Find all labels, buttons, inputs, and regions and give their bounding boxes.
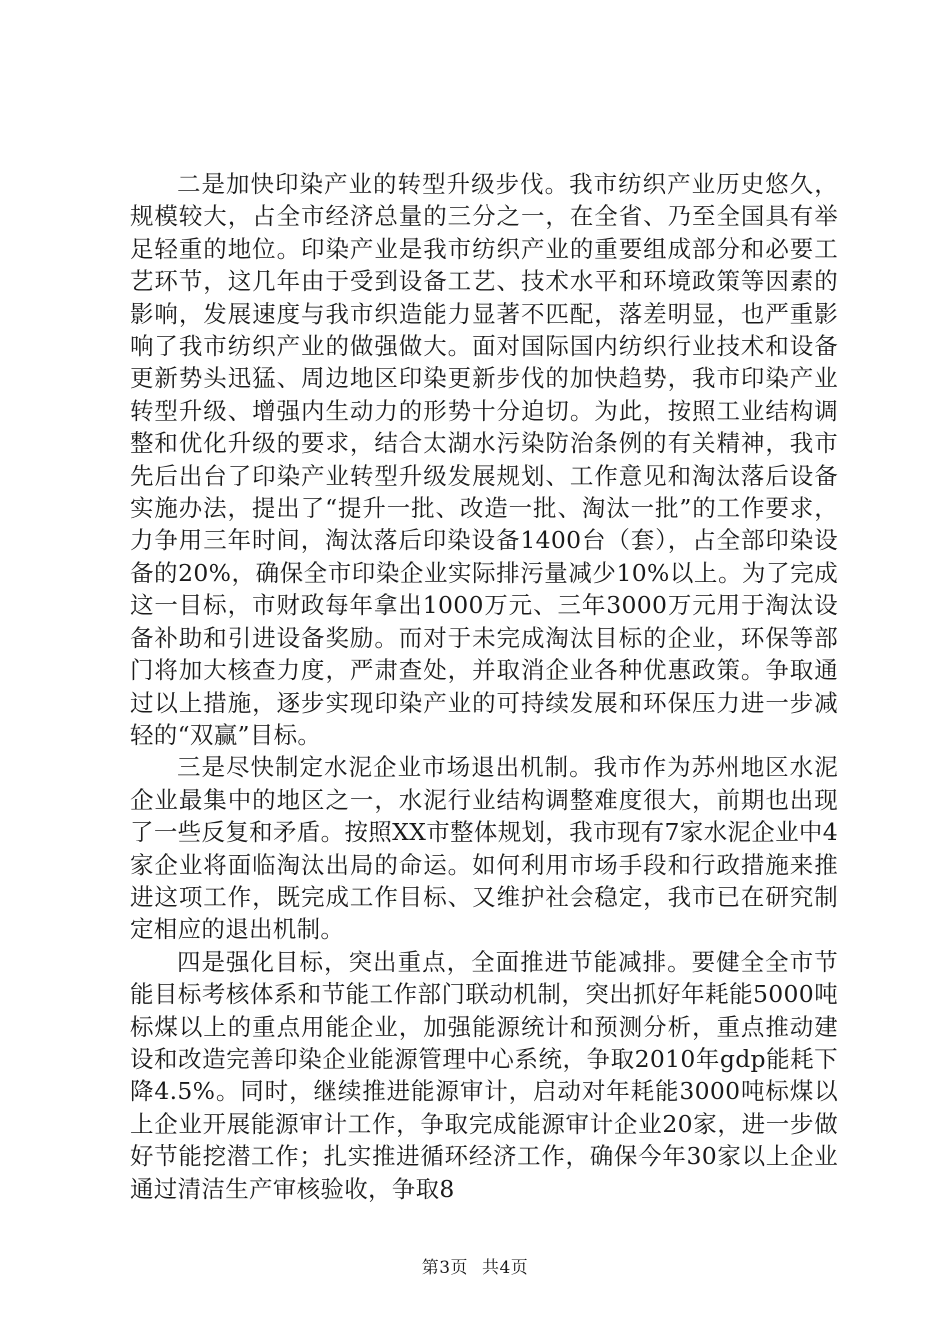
- document-body: [130, 168, 838, 1205]
- paragraph-cement-exit: 三是尽快制定水泥企业市场退出机制。我市作为苏州地区水泥企业最集中的地区之一，水泥行业结构调整难度很大，前期也出现了一些反复和矛盾。按照XX市整体规划，我市现有7家水泥企业中4家企业将面临淘汰出局的命运。如何利用市场手段和行政措施来推进这项工作，既完成工作目标、又维护社会稳定，我市已在研究制定相应的退出机制。: [130, 753, 838, 944]
- paragraph-textile-dyeing: 二是加快印染产业的转型升级步伐。我市纺织产业历史悠久，规模较大，占全市经济总量的三分之一，在全省、乃至全国具有举足轻重的地位。印染产业是我市纺织产业的重要组成部分和必要工艺环节，这几年由于受到设备工艺、技术水平和环境政策等因素的影响，发展速度与我市织造能力显著不匹配，落差明显，也严重影响了我市纺织产业的做强做大。面对国际国内纺织行业技术和设备更新势头迅猛、周边地区印染更新步伐的加快趋势，我市印染产业转型升级、增强内生动力的形势十分迫切。为此，按照工业结构调整和优化升级的要求，结合太湖水污染防治条例的有关精神，我市先后出台了印染产业转型升级发展规划、工作意见和淘汰落后设备实施办法，提出了“提升一批、改造一批、淘汰一批”的工作要求，力争用三年时间，淘汰落后印染设备1400台（套），占全部印染设备的20%，确保全市印染企业实际排污量减少10%以上。为了完成这一目标，市财政每年拿出1000万元、三年3000万元用于淘汰设备补助和引进设备奖励。而对于未完成淘汰目标的企业，环保等部门将加大核查力度，严肃查处，并取消企业各种优惠政策。争取通过以上措施，逐步实现印染产业的可持续发展和环保压力进一步减轻的“双赢”目标。: [130, 170, 838, 749]
- page-total: 共4页: [481, 1258, 529, 1278]
- page-footer: [0, 1253, 950, 1278]
- paragraph-energy-saving: 四是强化目标，突出重点，全面推进节能减排。要健全全市节能目标考核体系和节能工作部门联动机制，突出抓好年耗能5000吨标煤以上的重点用能企业，加强能源统计和预测分析，重点推动建设和改造完善印染企业能源管理中心系统，争取2010年gdp能耗下降4.5%。同时，继续推进能源审计，启动对年耗能3000吨标煤以上企业开展能源审计工作，争取完成能源审计企业20家，进一步做好节能挖潜工作；扎实推进循环经济工作，确保今年30家以上企业通过清洁生产审核验收，争取8: [130, 947, 838, 1203]
- page-number: 第3页: [421, 1258, 469, 1278]
